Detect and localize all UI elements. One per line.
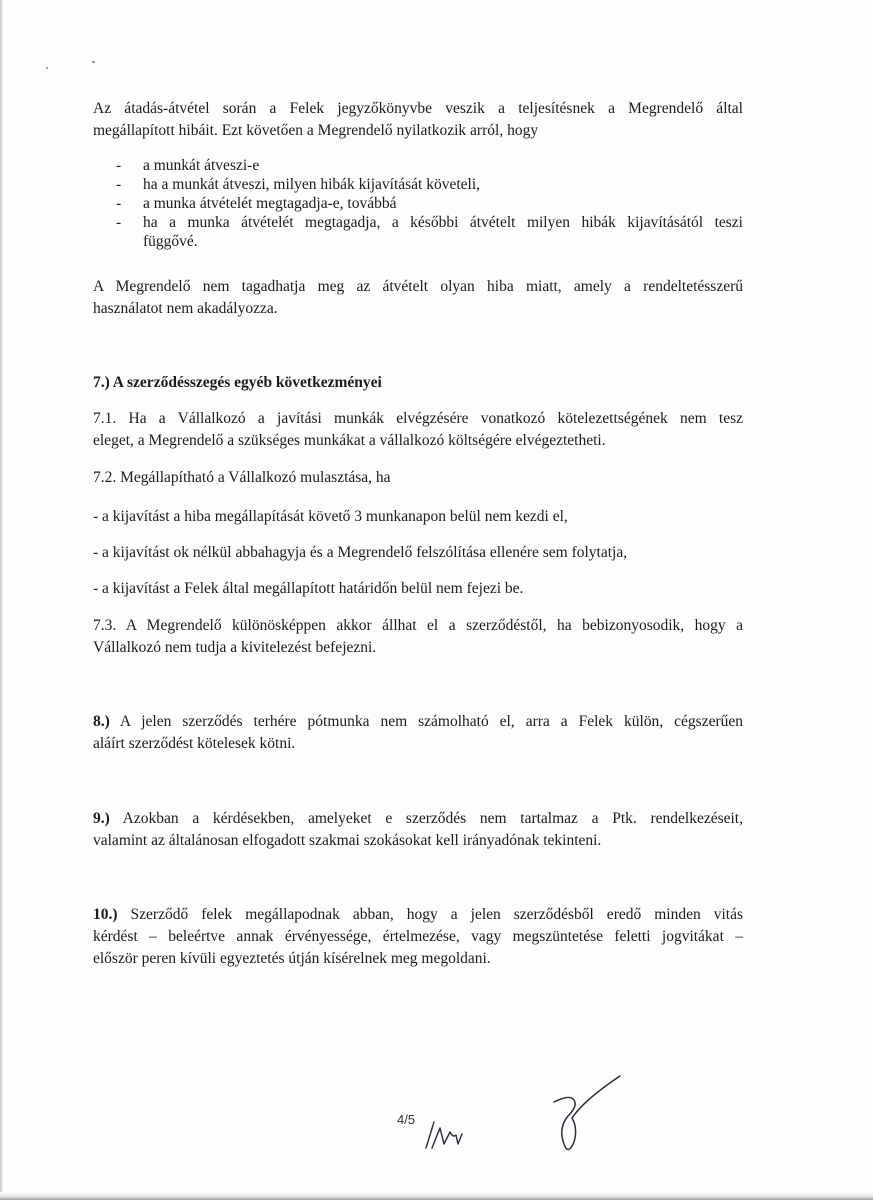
clause-7-2-item-c-text: - a kijavítást a Felek által megállapított határidőn belül nem fejezi be. [93,580,524,597]
intro-paragraph [93,98,743,142]
scan-edge-bottom [0,1192,873,1200]
clause-7-1 [93,408,743,452]
section-10 [93,904,743,970]
clause-7-2-intro: 7.2. Megállapítható a Vállalkozó mulasztása, ha [93,469,391,486]
clause-7-2-item-a-text: - a kijavítást a hiba megállapítását követő 3 munkanapon belül nem kezdi el, [93,508,568,525]
list-item-text: ha a munkát átveszi, milyen hibák kijavítását követeli, [143,176,481,193]
inspection-options-list [116,156,743,251]
clause-7-2-item-b-text: - a kijavítást ok nélkül abbahagyja és a Megrendelő felszólítása ellenére sem folytatja, [93,544,628,561]
section-9-line-1 [93,808,743,830]
list-dash: - [116,214,122,231]
section-8-number: 8.) [93,713,110,730]
section-8-line-1 [93,711,743,733]
handwritten-signature [548,1072,628,1162]
list-item [116,175,743,194]
list-dash: - [116,176,122,193]
clause-7-2-item-b [93,542,743,564]
section-10-line-1-text: Szerződő felek megállapodnak abban, hogy a jelen szerződésből eredő minden vitás [130,906,743,923]
handwritten-initials [420,1104,480,1154]
list-item-text: a munkát átveszi-e [143,157,260,174]
section-10-line-1 [93,904,743,926]
section-9 [93,808,743,852]
section-8-line-2: aláírt szerződést kötelesek kötni. [93,735,296,752]
intro-line-2: megállapított hibáit. Ezt követően a Megrendelő nyilatkozik arról, hogy [93,122,539,139]
section-8 [93,711,743,755]
list-item [116,194,743,213]
rejection-line-1: A Megrendelő nem tagadhatja meg az átvételt olyan hiba miatt, amely a rendeltetésszerű [93,278,743,295]
list-item-text-line-2: függővé. [143,233,198,250]
section-9-line-2: valamint az általánosan elfogadott szakmai szokásokat kell irányadónak tekinteni. [93,832,602,849]
intro-line-1: Az átadás-átvétel során a Felek jegyzőkönyvbe veszik a teljesítésnek a Megrendelő által [93,100,743,117]
section-9-number: 9.) [93,810,110,827]
page-number: 4/5 [397,1112,416,1127]
list-item-text-line-1: ha a munka átvételét megtagadja, a későbbi átvételt milyen hibák kijavításától teszi [143,214,743,231]
clause-7-3 [93,615,743,659]
list-item-text: a munka átvételét megtagadja-e, továbbá [143,195,397,212]
list-dash: - [116,157,122,174]
scan-speck [46,67,48,69]
section-10-number: 10.) [93,906,118,923]
list-dash: - [116,195,122,212]
rejection-paragraph [93,276,743,320]
clause-7-1-line-1: 7.1. Ha a Vállalkozó a javítási munkák elvégzésére vonatkozó kötelezettségének nem tesz [93,410,743,427]
section-10-line-2: kérdést – beleértve annak érvényessége, értelmezése, vagy megszüntetése feletti jogvitákat – [93,928,743,945]
clause-7-3-line-2: Vállalkozó nem tudja a kivitelezést befejezni. [93,639,377,656]
list-item [116,213,743,251]
clause-7-2-item-c [93,578,743,600]
section-8-line-1-text: A jelen szerződés terhére pótmunka nem számolható el, arra a Felek külön, cégszerűen [119,713,743,730]
scan-speck [92,61,95,63]
clause-7-2-item-a [93,506,743,528]
list-item [116,156,743,175]
section-9-line-1-text: Azokban a kérdésekben, amelyeket e szerződés nem tartalmaz a Ptk. rendelkezéseit, [122,810,743,827]
section-7-heading: 7.) A szerződésszegés egyéb következményei [93,374,382,391]
rejection-line-2: használatot nem akadályozza. [93,300,278,317]
clause-7-3-line-1: 7.3. A Megrendelő különösképpen akkor állhat el a szerződéstől, ha bebizonyosodik, hogy a [93,617,743,634]
clause-7-2 [93,467,743,489]
section-10-line-3: először peren kívüli egyeztetés útján kísérelnek meg megoldani. [93,950,491,967]
clause-7-1-line-2: eleget, a Megrendelő a szükséges munkákat a vállalkozó költségére elvégeztetheti. [93,432,606,449]
scan-edge-left [0,0,3,1200]
